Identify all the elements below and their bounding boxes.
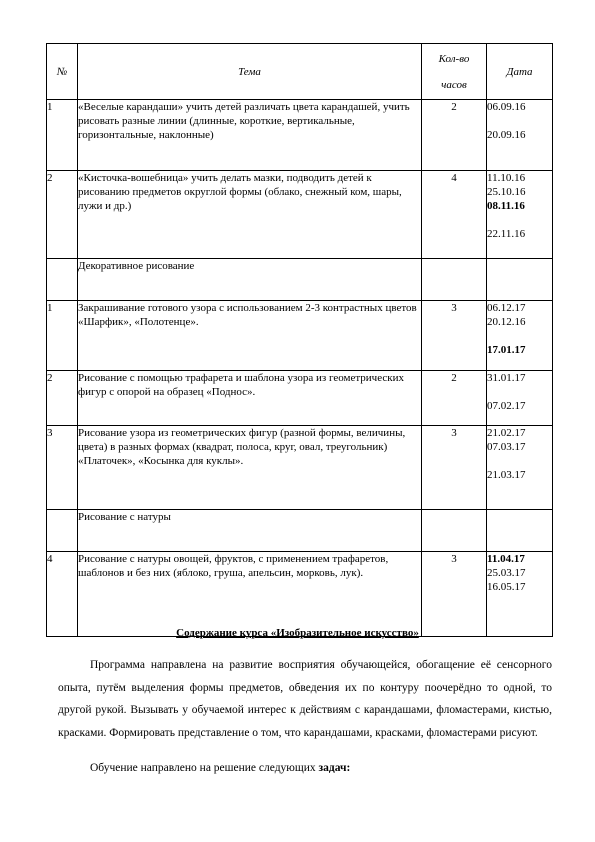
lesson-number: 1	[47, 100, 78, 171]
lesson-date: 06.12.17	[487, 302, 526, 314]
date-spacer	[487, 329, 552, 343]
section-title: Рисование с натуры	[78, 510, 422, 552]
lesson-row	[47, 301, 553, 371]
section-date-cell	[487, 259, 553, 301]
lesson-number: 2	[47, 371, 78, 426]
lesson-number: 2	[47, 171, 78, 259]
lesson-row	[47, 371, 553, 426]
course-title: Содержание курса «Изобразительное искусство»	[176, 627, 419, 639]
lesson-dates	[487, 426, 553, 510]
header-topic: Тема	[78, 44, 422, 100]
lesson-row	[47, 100, 553, 171]
header-date: Дата	[487, 44, 553, 100]
section-num-cell	[47, 510, 78, 552]
date-spacer	[487, 213, 552, 227]
lesson-topic: Закрашивание готового узора с использованием 2-3 контрастных цветов «Шарфик», «Полотенце».	[78, 301, 422, 371]
tasks-bold: задач:	[318, 762, 351, 774]
lesson-date: 11.10.16	[487, 172, 526, 184]
lesson-date: 20.09.16	[487, 129, 526, 141]
lesson-row	[47, 426, 553, 510]
lesson-date: 11.04.17	[487, 553, 525, 565]
tasks-text: Обучение направлено на решение следующих	[90, 762, 319, 774]
header-hours	[422, 44, 487, 100]
lesson-date: 07.02.17	[487, 400, 526, 412]
lesson-plan-table	[46, 43, 553, 637]
section-hours-cell	[422, 259, 487, 301]
lesson-date: 17.01.17	[487, 344, 526, 356]
header-hours-line1: Кол-во	[438, 52, 470, 65]
lesson-dates	[487, 552, 553, 637]
lesson-date: 06.09.16	[487, 101, 526, 113]
section-row	[47, 510, 553, 552]
lesson-date: 16.05.17	[487, 581, 526, 593]
section-title: Декоративное рисование	[78, 259, 422, 301]
lesson-topic: Рисование с помощью трафарета и шаблона узора из геометрических фигур с опорой на образец «Поднос».	[78, 371, 422, 426]
lesson-hours: 3	[422, 301, 487, 371]
lesson-dates	[487, 100, 553, 171]
section-date-cell	[487, 510, 553, 552]
lesson-hours: 3	[422, 426, 487, 510]
tasks-paragraph	[58, 759, 552, 777]
date-spacer	[487, 114, 552, 128]
lesson-hours: 4	[422, 171, 487, 259]
lesson-date: 07.03.17	[487, 441, 526, 453]
lesson-date: 21.03.17	[487, 469, 526, 481]
lesson-date: 31.01.17	[487, 372, 526, 384]
lesson-topic: «Кисточка-вошебница» учить делать мазки, подводить детей к рисованию предметов округлой формы (облако, снежный ком, шары, лужи и др.)	[78, 171, 422, 259]
header-hours-line2: часов	[441, 78, 467, 91]
lesson-topic: Рисование с натуры овощей, фруктов, с применением трафаретов, шаблонов и без них (яблоко, груша, апельсин, морковь, лук).	[78, 552, 422, 637]
section-num-cell	[47, 259, 78, 301]
lesson-dates	[487, 301, 553, 371]
lesson-date: 22.11.16	[487, 228, 526, 240]
lesson-topic: Рисование узора из геометрических фигур (разной формы, величины, цвета) в разных формах (квадрат, полоса, круг, овал, треугольник) «Платочек», «Косынка для куклы».	[78, 426, 422, 510]
lesson-number: 1	[47, 301, 78, 371]
lesson-number: 4	[47, 552, 78, 637]
lesson-row	[47, 171, 553, 259]
lesson-date: 25.03.17	[487, 567, 526, 579]
header-num: №	[47, 44, 78, 100]
lesson-hours: 2	[422, 100, 487, 171]
lesson-hours: 2	[422, 371, 487, 426]
lesson-date: 21.02.17	[487, 427, 526, 439]
lesson-number: 3	[47, 426, 78, 510]
lesson-row	[47, 552, 553, 637]
lesson-hours: 3	[422, 552, 487, 637]
lesson-date: 08.11.16	[487, 200, 525, 212]
section-row	[47, 259, 553, 301]
lesson-dates	[487, 171, 553, 259]
date-spacer	[487, 385, 552, 399]
lesson-topic: «Веселые карандаши» учить детей различать цвета карандашей, учить рисовать разные линии (длинные, короткие, вертикальные, горизонтальные, наклонные)	[78, 100, 422, 171]
lesson-date: 20.12.16	[487, 316, 526, 328]
lesson-dates	[487, 371, 553, 426]
program-paragraph: Программа направлена на развитие восприятия обучающейся, обогащение её сенсорного опыта, путём выделения формы предметов, обведения их по контуру поочерёдно то одной, то другой рукой. Вызывать у обучаемой интерес к действиям с карандашами, фломастерами, кистью, красками. Формировать представление о том, что карандашами, красками, фломастерами рисуют.	[58, 659, 552, 739]
lesson-date: 25.10.16	[487, 186, 526, 198]
section-hours-cell	[422, 510, 487, 552]
date-spacer	[487, 454, 552, 468]
